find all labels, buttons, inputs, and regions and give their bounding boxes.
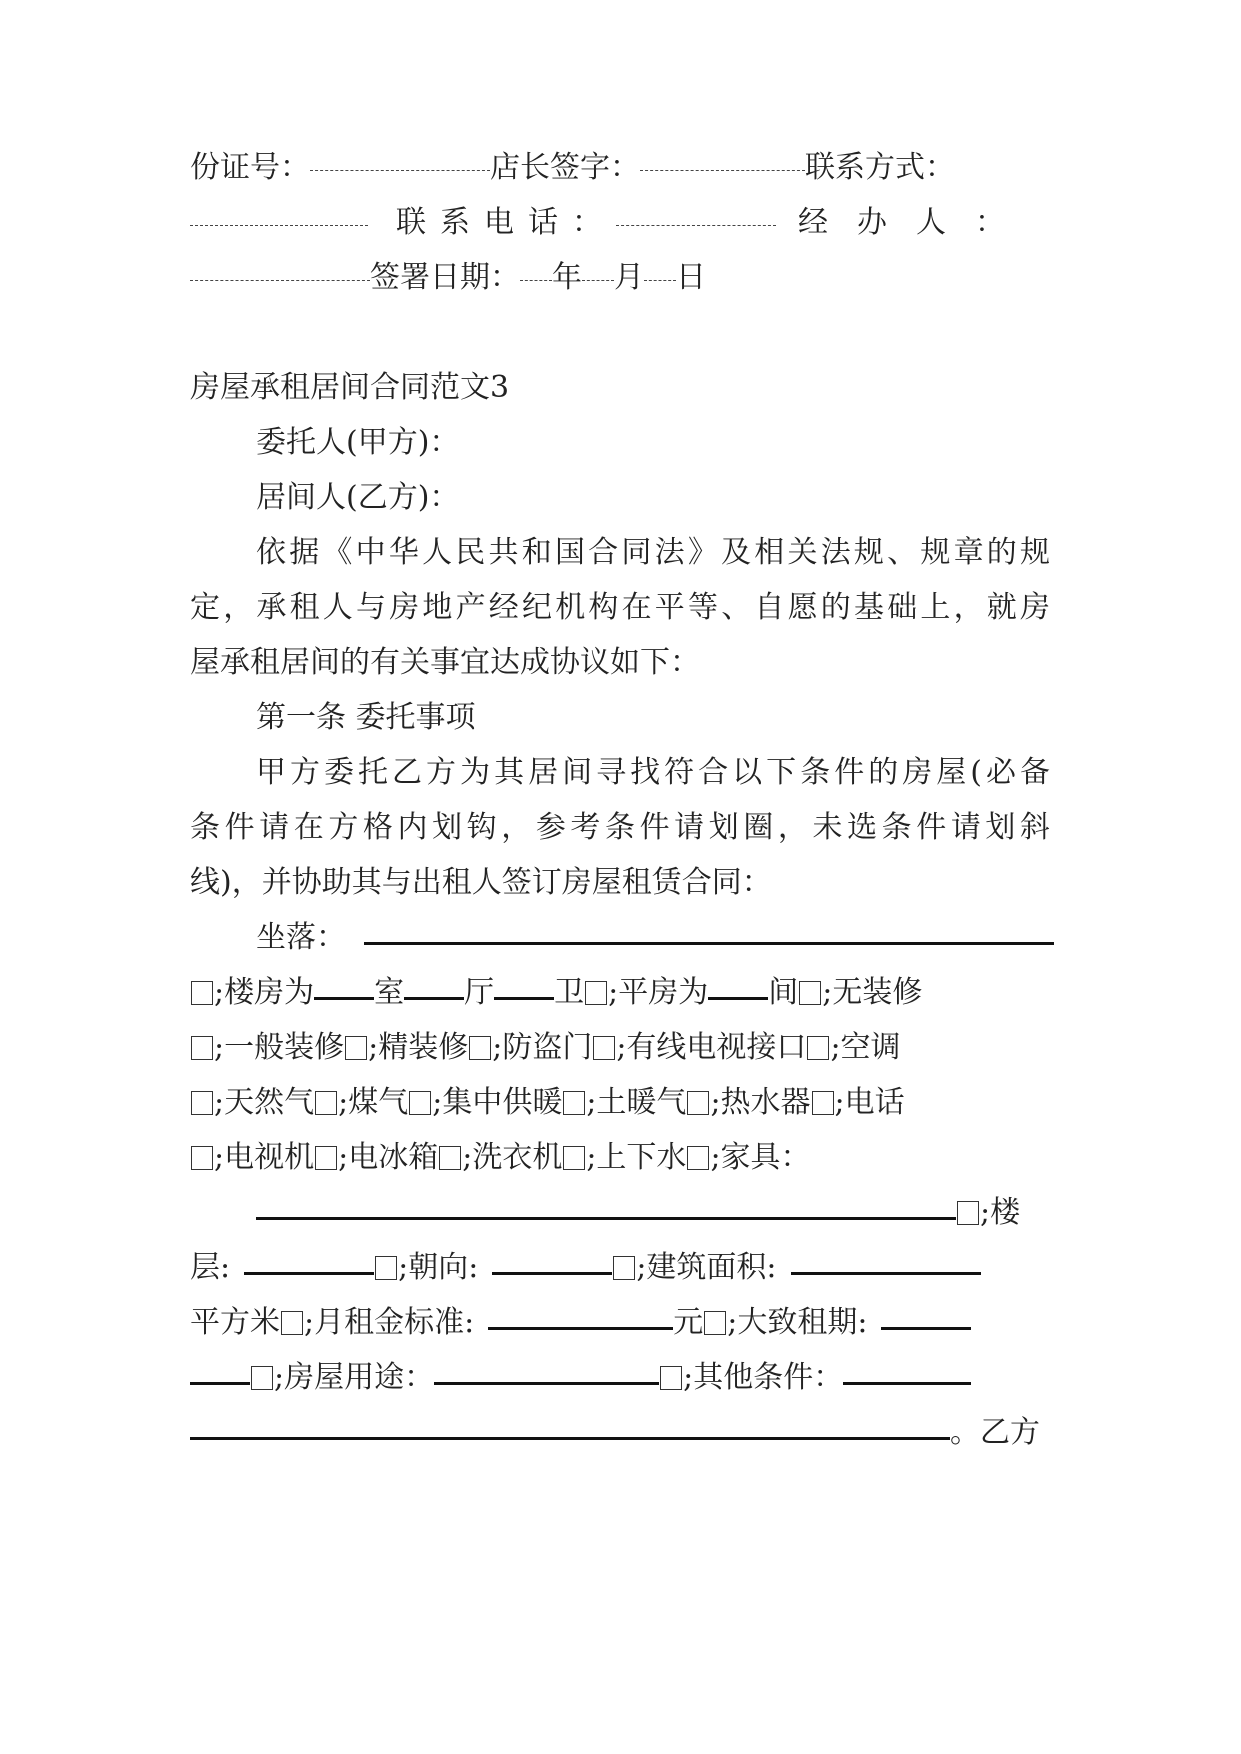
fridge-label: ;电冰箱 [338,1140,439,1175]
no-decoration-label: ;无装修 [822,975,923,1010]
floor-blank [244,1262,374,1275]
header-line-2 [190,195,1050,251]
room-label: 室 [374,975,405,1010]
checkbox[interactable] [704,1311,726,1335]
checkbox[interactable] [687,1091,709,1115]
contact-method-label: 联系方式： [805,150,955,185]
article-1-line-3: 线)，并协助其与出租人签订房屋租赁合同： [190,865,772,900]
article-1-line-1: 甲方委托乙方为其居间寻找符合以下条件的房屋(必备 [256,755,1050,790]
location-label: 坐落： [256,920,346,955]
air-conditioner-label: ;空调 [830,1030,901,1065]
term-blank-cont [190,1372,250,1385]
checkbox[interactable] [315,1146,337,1170]
checkbox[interactable] [585,981,607,1005]
article-1-line-2: 条件请在方格内划钩，参考条件请划圈，未选条件请划斜 [190,810,1050,845]
day-label: 日 [676,260,706,295]
article-1-title: 第一条 委托事项 [256,700,476,735]
floor-prefix-label: ;楼 [980,1195,1021,1230]
orientation-label: ;朝向: [398,1250,479,1285]
handler-label: 经办人： [798,205,1034,240]
checkbox[interactable] [281,1311,303,1335]
checkbox[interactable] [469,1036,491,1060]
contact-phone-blank [616,211,776,226]
checkbox[interactable] [593,1036,615,1060]
intro-line-2: 定，承租人与房地产经纪机构在平等、自愿的基础上，就房 [190,590,1050,625]
contact-phone-label: 联系电话： [396,205,616,240]
document-title: 房屋承租居间合同范文3 [190,370,510,405]
washer-label: ;洗衣机 [462,1140,563,1175]
intro-line-1: 依据《中华人民共和国合同法》及相关法规、规章的规 [256,535,1050,570]
checkbox[interactable] [799,981,821,1005]
checkbox[interactable] [251,1366,273,1390]
rent-blank [488,1317,673,1330]
sign-date-label: 签署日期： [370,260,520,295]
coal-gas-label: ;煤气 [338,1085,409,1120]
bath-label: 卫 [554,975,585,1010]
contact-blank [190,211,368,226]
checkbox[interactable] [563,1091,585,1115]
usage-label: ;房屋用途： [274,1360,435,1395]
local-heating-label: ;土暖气 [586,1085,687,1120]
sqm-label: 平方米 [190,1305,280,1340]
checkbox[interactable] [563,1146,585,1170]
id-number-blank [310,156,490,171]
year-blank [520,266,552,281]
term-blank [881,1317,971,1330]
id-number-label: 份证号： [190,150,310,185]
conditions-line-3 [190,1075,1050,1131]
checkbox[interactable] [957,1201,979,1225]
party-b-line: 居间人(乙方)： [256,480,460,515]
bungalow-label: ;平房为 [608,975,709,1010]
checkbox[interactable] [613,1256,635,1280]
checkbox[interactable] [191,1146,213,1170]
furniture-line [256,1185,1050,1241]
water-heater-label: ;热水器 [710,1085,811,1120]
checkbox[interactable] [375,1256,397,1280]
handler-blank [190,266,370,281]
conditions-line-5 [190,1240,1050,1296]
checkbox[interactable] [687,1146,709,1170]
other-blank-cont [190,1427,950,1440]
checkbox[interactable] [315,1091,337,1115]
usage-blank [434,1372,659,1385]
conditions-line-4 [190,1130,1050,1186]
location-line [256,910,1050,966]
party-a-line: 委托人(甲方)： [256,425,460,460]
area-label: ;建筑面积: [636,1250,777,1285]
other-blank [843,1372,971,1385]
jian-blank [708,987,768,1000]
security-door-label: ;防盗门 [492,1030,593,1065]
checkbox[interactable] [812,1091,834,1115]
area-blank [791,1262,981,1275]
rent-label: ;月租金标准: [304,1305,475,1340]
fine-decoration-label: ;精装修 [368,1030,469,1065]
conditions-line-2 [190,1020,1050,1076]
manager-signature-label: 店长签字： [490,150,640,185]
central-heating-label: ;集中供暖 [432,1085,563,1120]
intro-line-3: 屋承租居间的有关事宜达成协议如下： [190,645,700,680]
year-label: 年 [552,260,582,295]
building-label: ;楼房为 [214,975,315,1010]
conditions-line-8 [190,1405,1050,1461]
party-b-continue: 。乙方 [950,1415,1040,1450]
manager-signature-blank [640,156,805,171]
conditions-line-7 [190,1350,1050,1406]
conditions-line-6 [190,1295,1050,1351]
general-decoration-label: ;一般装修 [214,1030,345,1065]
yuan-label: 元 [673,1305,704,1340]
conditions-line-1 [190,965,1050,1021]
orientation-blank [492,1262,612,1275]
checkbox[interactable] [345,1036,367,1060]
checkbox[interactable] [191,981,213,1005]
plumbing-label: ;上下水 [586,1140,687,1175]
hall-label: 厅 [464,975,495,1010]
cable-tv-label: ;有线电视接口 [616,1030,807,1065]
checkbox[interactable] [191,1091,213,1115]
room-blank [314,987,374,1000]
tv-label: ;电视机 [214,1140,315,1175]
other-label: ;其他条件： [683,1360,844,1395]
term-label: ;大致租期: [727,1305,868,1340]
phone-label: ;电话 [834,1085,905,1120]
floor-label: 层: [190,1250,231,1285]
location-blank [364,932,1054,945]
checkbox[interactable] [660,1366,682,1390]
header-line-1 [190,140,1050,196]
bath-blank [494,987,554,1000]
month-label: 月 [614,260,644,295]
checkbox[interactable] [191,1036,213,1060]
checkbox[interactable] [439,1146,461,1170]
month-blank [582,266,614,281]
jian-label: 间 [768,975,799,1010]
checkbox[interactable] [409,1091,431,1115]
hall-blank [404,987,464,1000]
header-line-3 [190,250,1050,306]
furniture-label: ;家具： [710,1140,811,1175]
day-blank [644,266,676,281]
furniture-blank [256,1207,956,1220]
checkbox[interactable] [807,1036,829,1060]
natural-gas-label: ;天然气 [214,1085,315,1120]
